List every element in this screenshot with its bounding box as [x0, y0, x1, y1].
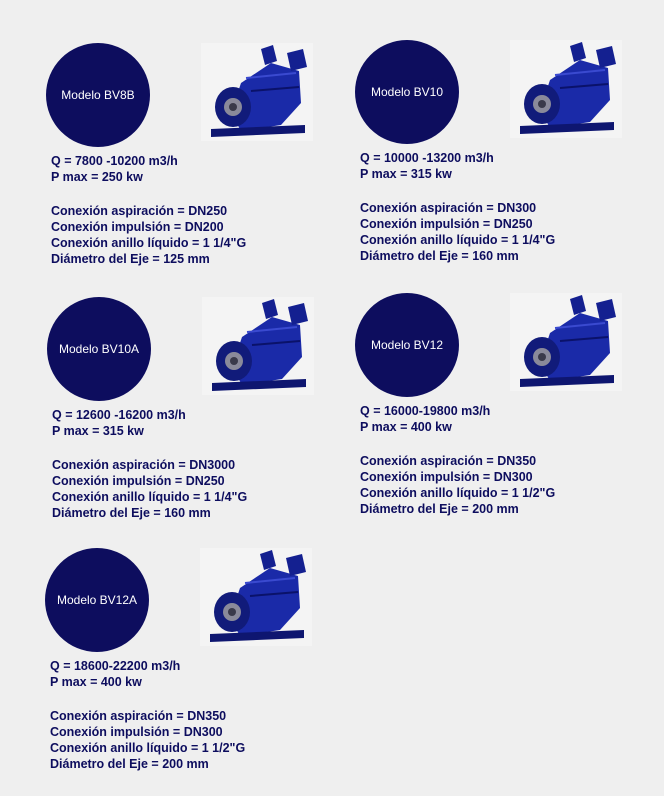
model-card-bv8b — [46, 43, 346, 283]
discharge-text: Conexión impulsión = DN300 — [50, 725, 223, 739]
model-name: Modelo BV10A — [58, 342, 140, 356]
model-card-bv12a — [45, 548, 345, 788]
model-badge — [46, 43, 150, 147]
power-text: P max = 315 kw — [52, 424, 144, 438]
vacuum-pump-image — [200, 548, 312, 646]
power-text: P max = 400 kw — [50, 675, 142, 689]
model-badge — [355, 293, 459, 397]
pump-image — [200, 548, 312, 646]
discharge-text: Conexión impulsión = DN250 — [360, 217, 533, 231]
vacuum-pump-image — [510, 293, 622, 391]
spec-list — [50, 658, 245, 772]
spec-list — [360, 150, 555, 264]
shaft-text: Diámetro del Eje = 160 mm — [360, 249, 519, 263]
pump-image — [201, 43, 313, 141]
model-card-bv10a — [47, 297, 347, 537]
discharge-text: Conexión impulsión = DN250 — [52, 474, 225, 488]
ring-text: Conexión anillo líquido = 1 1/2"G — [50, 741, 246, 755]
pump-image — [510, 40, 622, 138]
shaft-text: Diámetro del Eje = 125 mm — [51, 252, 210, 266]
model-badge — [355, 40, 459, 144]
power-text: P max = 400 kw — [360, 420, 452, 434]
model-name: Modelo BV10 — [370, 85, 444, 99]
spec-list — [360, 403, 555, 517]
ring-text: Conexión anillo líquido = 1 1/4"G — [52, 490, 248, 504]
suction-text: Conexión aspiración = DN350 — [50, 709, 227, 723]
model-badge — [47, 297, 151, 401]
vacuum-pump-image — [202, 297, 314, 395]
pump-image — [510, 293, 622, 391]
shaft-text: Diámetro del Eje = 200 mm — [50, 757, 209, 771]
pump-image — [202, 297, 314, 395]
shaft-text: Diámetro del Eje = 200 mm — [360, 502, 519, 516]
spec-list — [52, 407, 247, 521]
model-name: Modelo BV8B — [61, 88, 135, 102]
suction-text: Conexión aspiración = DN350 — [360, 454, 537, 468]
model-badge — [45, 548, 149, 652]
ring-text: Conexión anillo líquido = 1 1/4"G — [360, 233, 556, 247]
model-card-bv10 — [355, 40, 655, 280]
model-card-bv12 — [355, 293, 655, 533]
power-text: P max = 250 kw — [51, 170, 143, 184]
suction-text: Conexión aspiración = DN3000 — [52, 458, 236, 472]
flow-text: Q = 7800 -10200 m3/h — [51, 154, 178, 168]
ring-text: Conexión anillo líquido = 1 1/4"G — [51, 236, 247, 250]
spec-list — [51, 153, 246, 267]
suction-text: Conexión aspiración = DN250 — [51, 204, 228, 218]
shaft-text: Diámetro del Eje = 160 mm — [52, 506, 211, 520]
suction-text: Conexión aspiración = DN300 — [360, 201, 537, 215]
power-text: P max = 315 kw — [360, 167, 452, 181]
flow-text: Q = 12600 -16200 m3/h — [52, 408, 186, 422]
ring-text: Conexión anillo líquido = 1 1/2"G — [360, 486, 556, 500]
discharge-text: Conexión impulsión = DN200 — [51, 220, 224, 234]
vacuum-pump-image — [510, 40, 622, 138]
flow-text: Q = 18600-22200 m3/h — [50, 659, 181, 673]
model-name: Modelo BV12 — [370, 338, 444, 352]
discharge-text: Conexión impulsión = DN300 — [360, 470, 533, 484]
flow-text: Q = 10000 -13200 m3/h — [360, 151, 494, 165]
model-name: Modelo BV12A — [56, 593, 138, 607]
vacuum-pump-image — [201, 43, 313, 141]
flow-text: Q = 16000-19800 m3/h — [360, 404, 491, 418]
